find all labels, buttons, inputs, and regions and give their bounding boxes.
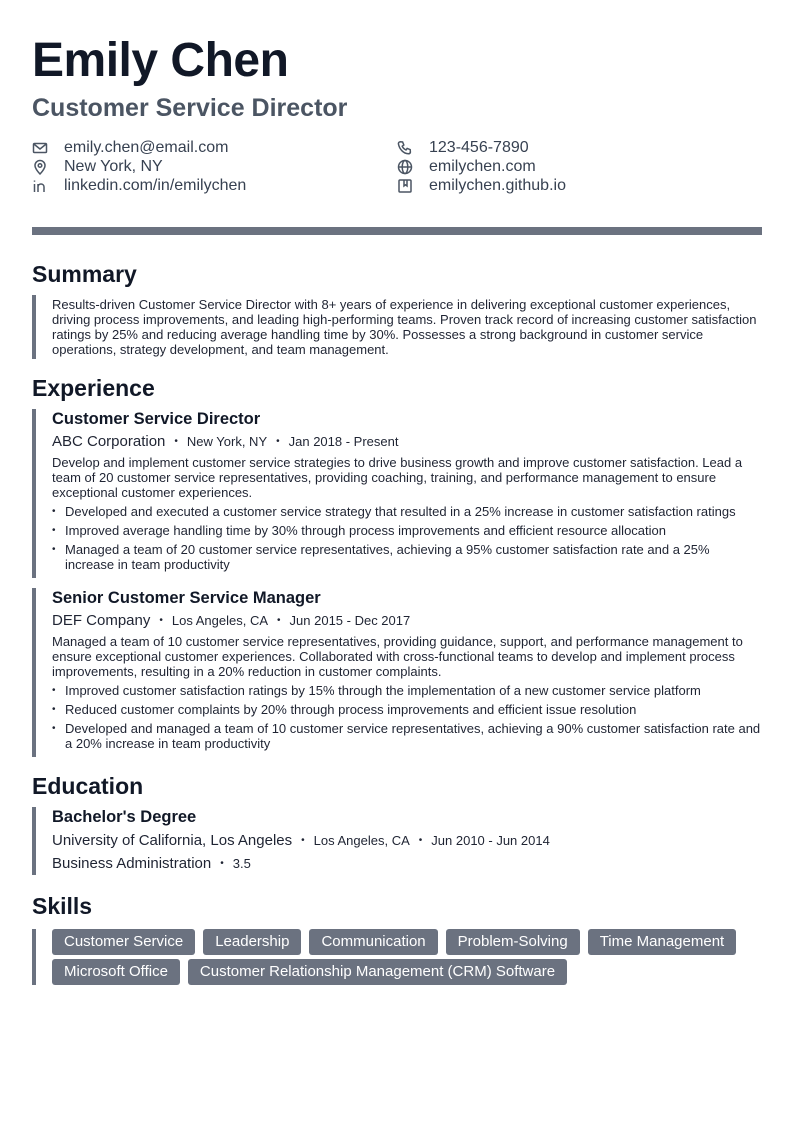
education-field: Business Administration (52, 855, 212, 872)
education-section (32, 807, 762, 875)
education-school-line (52, 831, 762, 850)
candidate-name: Emily Chen (32, 34, 289, 87)
summary-text: Results-driven Customer Service Director with 8+ years of experience in delivering exceptional customer experiences, driving process improvements, and leading high-performing teams. Proven track record of increasing customer satisfaction ratings by 25% and reducing average handling time by 30%. Possesses a strong background in customer service operations, strategy development, and team management. (52, 297, 757, 357)
list-item: • Managed a team of 20 customer service representatives, achieving a 95% customer satisfaction rate and a 25% increase in team productivity (52, 542, 762, 572)
list-item: • Improved customer satisfaction ratings by 15% through the implementation of a new customer service platform (52, 683, 762, 698)
job-dates: Jun 2015 - Dec 2017 (289, 613, 411, 628)
skill-tag: Problem-Solving (446, 929, 580, 955)
contact-list (32, 138, 762, 195)
job-meta (52, 434, 762, 450)
contact-github[interactable] (397, 176, 762, 195)
job-company: DEF Company (52, 612, 151, 629)
resume-page (32, 34, 762, 985)
contact-linkedin-text: linkedin.com/in/emilychen (64, 176, 247, 194)
list-item: • Reduced customer complaints by 20% through process improvements and efficient issue resolution (52, 702, 762, 717)
skills-heading: Skills (32, 893, 93, 919)
contact-email[interactable] (32, 138, 397, 157)
contact-github-text: emilychen.github.io (429, 176, 566, 194)
header-divider (32, 227, 762, 235)
job-dates: Jan 2018 - Present (288, 434, 399, 449)
separator-dot: • (301, 835, 305, 846)
contact-email-text: emily.chen@email.com (64, 138, 229, 156)
phone-icon (397, 140, 413, 156)
education-degree: Bachelor's Degree (52, 808, 197, 826)
education-school: University of California, Los Angeles (52, 832, 293, 849)
experience-section (32, 588, 762, 757)
job-entry (52, 588, 762, 757)
list-item: • Improved average handling time by 30% through process improvements and efficient resource allocation (52, 523, 762, 538)
experience-section (32, 409, 762, 578)
contact-location (32, 157, 397, 176)
education-gpa: 3.5 (232, 856, 251, 871)
education-dates: Jun 2010 - Jun 2014 (431, 833, 550, 848)
job-bullets (52, 683, 762, 751)
separator-dot: • (418, 835, 423, 846)
contact-phone-text: 123-456-7890 (429, 138, 529, 156)
job-meta (52, 613, 762, 629)
job-entry (52, 409, 762, 578)
skill-tag: Customer Relationship Management (CRM) Software (188, 959, 567, 985)
separator-dot: • (277, 615, 281, 626)
skills-list (52, 929, 762, 985)
contact-location-text: New York, NY (64, 157, 163, 175)
list-item: • Developed and managed a team of 10 customer service representatives, achieving a 90% customer satisfaction rate and a 20% increase in team productivity (52, 721, 762, 751)
skill-tag: Leadership (203, 929, 301, 955)
job-role: Customer Service Director (52, 410, 261, 428)
summary-heading: Summary (32, 261, 137, 287)
job-description: Develop and implement customer service strategies to drive business growth and improve customer satisfaction. Lead a team of 20 customer service representatives, providing coaching, training, and performance management to ensure exceptional customer experiences. (52, 455, 743, 500)
globe-icon (397, 159, 413, 175)
location-icon (32, 159, 48, 175)
experience-heading: Experience (32, 375, 155, 401)
job-location: New York, NY (186, 434, 268, 449)
education-location: Los Angeles, CA (313, 833, 410, 848)
skill-tag: Customer Service (52, 929, 195, 955)
linkedin-icon (32, 178, 48, 194)
skill-tag: Communication (309, 929, 437, 955)
education-heading: Education (32, 773, 144, 799)
skills-section (32, 929, 762, 985)
contact-website[interactable] (397, 157, 762, 176)
mail-icon (32, 140, 48, 156)
job-role: Senior Customer Service Manager (52, 589, 321, 607)
github-icon (397, 178, 413, 194)
job-description: Managed a team of 10 customer service representatives, providing guidance, support, and performance management to ensure exceptional customer experiences. Collaborated with cross-functional teams to develop and implement process improvements, resulting in a 20% reduction in customer complaints. (52, 634, 743, 679)
candidate-title: Customer Service Director (32, 94, 348, 122)
job-bullets (52, 504, 762, 572)
contact-website-text: emilychen.com (429, 157, 536, 175)
separator-dot: • (220, 858, 224, 869)
separator-dot: • (276, 436, 280, 447)
list-item: • Developed and executed a customer service strategy that resulted in a 25% increase in customer satisfaction ratings (52, 504, 762, 519)
skill-tag: Time Management (588, 929, 737, 955)
contact-linkedin[interactable] (32, 176, 397, 195)
education-field-line (52, 854, 762, 875)
job-location: Los Angeles, CA (171, 613, 269, 628)
separator-dot: • (159, 615, 163, 626)
skill-tag: Microsoft Office (52, 959, 180, 985)
separator-dot: • (174, 436, 178, 447)
job-company: ABC Corporation (52, 433, 166, 450)
summary-section (32, 295, 762, 359)
contact-phone[interactable] (397, 138, 762, 157)
